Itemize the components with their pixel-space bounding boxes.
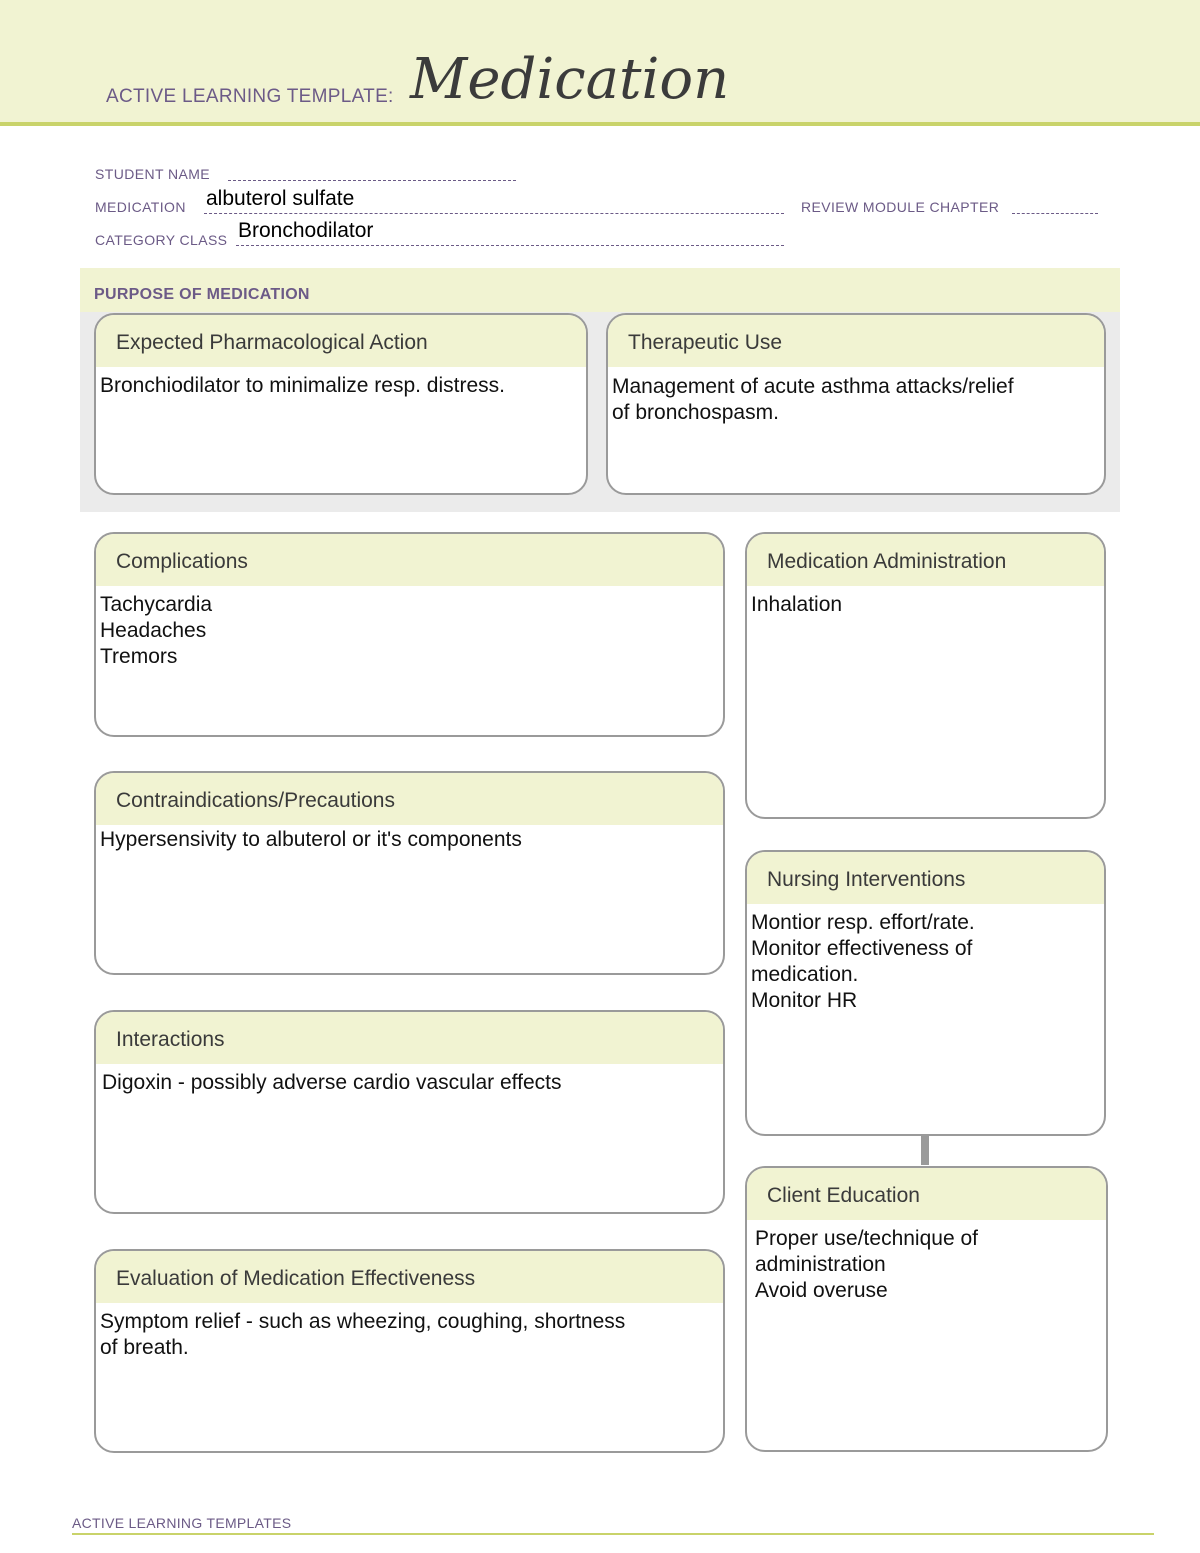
medication-administration-content[interactable] <box>747 586 1104 618</box>
contraindications-title: Contraindications/Precautions <box>96 773 723 825</box>
content-line: Headaches <box>100 619 207 642</box>
contraindications-content[interactable] <box>96 825 723 853</box>
content-line: Inhalation <box>751 593 843 616</box>
footer-label: ACTIVE LEARNING TEMPLATES <box>72 1515 292 1531</box>
content-line: Management of acute asthma attacks/relief <box>612 375 1014 398</box>
content-line: Digoxin - possibly adverse cardio vascular effects <box>102 1071 562 1094</box>
footer-rule <box>72 1533 1154 1535</box>
nursing-interventions-box <box>745 850 1106 1136</box>
interactions-title: Interactions <box>96 1012 723 1064</box>
medication-label: MEDICATION <box>95 199 186 215</box>
content-line: Tachycardia <box>100 593 213 616</box>
content-line: Monitor effectiveness of <box>751 937 973 960</box>
evaluation-title: Evaluation of Medication Effectiveness <box>96 1251 723 1303</box>
client-education-title: Client Education <box>747 1168 1106 1220</box>
interactions-content[interactable] <box>96 1064 723 1096</box>
medication-administration-title: Medication Administration <box>747 534 1104 586</box>
client-education-content[interactable] <box>747 1220 1106 1304</box>
therapeutic-use-content[interactable] <box>608 367 1104 426</box>
category-class-label: CATEGORY CLASS <box>95 232 228 248</box>
content-line: of breath. <box>100 1336 189 1359</box>
expected-action-content[interactable] <box>96 367 586 399</box>
expected-action-box <box>94 313 588 495</box>
complications-title: Complications <box>96 534 723 586</box>
review-module-line <box>1012 213 1098 214</box>
client-education-box <box>745 1166 1108 1452</box>
connector-bar <box>921 1135 929 1165</box>
category-class-line <box>236 245 784 246</box>
page-title: Medication <box>410 47 730 112</box>
content-line: administration <box>755 1253 886 1276</box>
purpose-title: PURPOSE OF MEDICATION <box>94 286 310 303</box>
therapeutic-use-title: Therapeutic Use <box>608 315 1104 367</box>
content-line: Bronchiodilator to minimalize resp. distress. <box>100 374 505 397</box>
student-name-label: STUDENT NAME <box>95 166 210 182</box>
expected-action-title: Expected Pharmacological Action <box>96 315 586 367</box>
content-line: medication. <box>751 963 859 986</box>
medication-administration-box <box>745 532 1106 819</box>
contraindications-box <box>94 771 725 975</box>
evaluation-box <box>94 1249 725 1453</box>
review-module-label: REVIEW MODULE CHAPTER <box>801 199 1000 215</box>
complications-box <box>94 532 725 737</box>
content-line: Symptom relief - such as wheezing, coughing, shortness <box>100 1310 626 1333</box>
medication-line <box>204 213 784 214</box>
complications-content[interactable] <box>96 586 723 670</box>
content-line: Proper use/technique of <box>755 1227 978 1250</box>
nursing-interventions-content[interactable] <box>747 904 1104 1014</box>
student-name-line <box>228 180 516 181</box>
content-line: Monitor HR <box>751 989 858 1012</box>
template-label: ACTIVE LEARNING TEMPLATE: <box>106 86 394 107</box>
content-line: Avoid overuse <box>755 1279 888 1302</box>
interactions-box <box>94 1010 725 1214</box>
content-line: Hypersensivity to albuterol or it's components <box>100 828 522 851</box>
content-line: Montior resp. effort/rate. <box>751 911 975 934</box>
therapeutic-use-box <box>606 313 1106 495</box>
medication-field[interactable]: albuterol sulfate <box>206 187 355 210</box>
evaluation-content[interactable] <box>96 1303 723 1361</box>
nursing-interventions-title: Nursing Interventions <box>747 852 1104 904</box>
category-class-field[interactable]: Bronchodilator <box>238 219 374 242</box>
header-rule <box>0 122 1200 126</box>
content-line: Tremors <box>100 645 178 668</box>
content-line: of bronchospasm. <box>612 401 779 424</box>
